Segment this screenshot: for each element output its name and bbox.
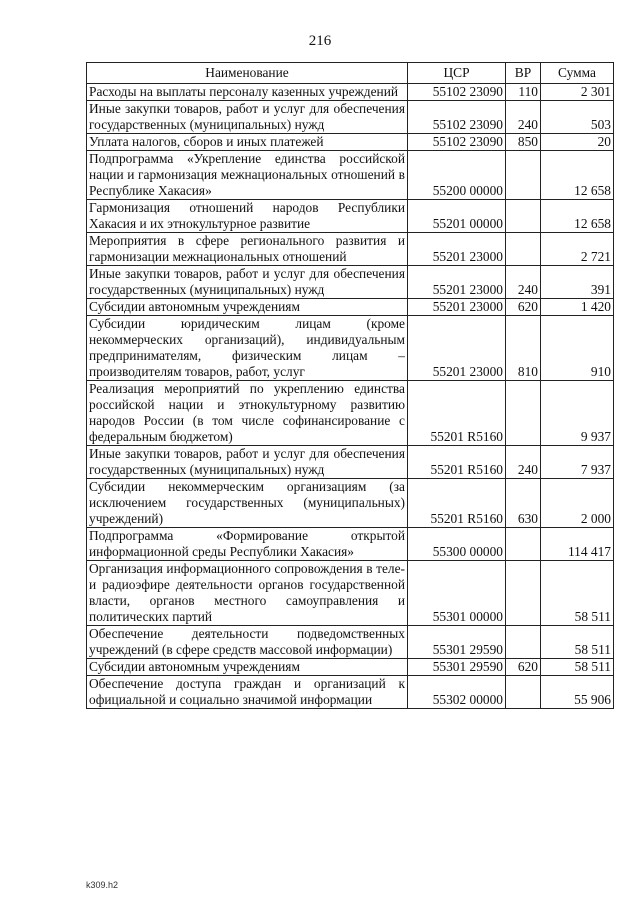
row-sum: 2 301 xyxy=(541,84,614,101)
row-name: Мероприятия в сфере регионального развития и гармонизации межнациональных отношений xyxy=(87,233,408,266)
row-csr: 55201 23000 xyxy=(408,316,506,381)
header-name: Наименование xyxy=(87,63,408,84)
row-vr xyxy=(506,561,541,626)
table-row xyxy=(87,528,614,561)
row-name: Организация информационного сопровождения в теле- и радиоэфире деятельности органов государственной власти, органов местного самоуправления и политических партий xyxy=(87,561,408,626)
row-name: Гармонизация отношений народов Республики Хакасия и их этнокультурное развитие xyxy=(87,200,408,233)
row-csr: 55201 R5160 xyxy=(408,381,506,446)
row-name: Подпрограмма «Укрепление единства российской нации и гармонизация межнациональных отношений в Республике Хакасия» xyxy=(87,151,408,200)
table-row xyxy=(87,381,614,446)
budget-table xyxy=(86,62,614,709)
table-header-row xyxy=(87,63,614,84)
table-body xyxy=(87,84,614,709)
table-row xyxy=(87,134,614,151)
table-row xyxy=(87,299,614,316)
header-csr: ЦСР xyxy=(408,63,506,84)
table-row xyxy=(87,151,614,200)
table-row xyxy=(87,676,614,709)
table-row xyxy=(87,101,614,134)
table-row xyxy=(87,316,614,381)
row-csr: 55200 00000 xyxy=(408,151,506,200)
table-row xyxy=(87,659,614,676)
row-vr xyxy=(506,381,541,446)
row-sum: 1 420 xyxy=(541,299,614,316)
table-row xyxy=(87,266,614,299)
row-name: Иные закупки товаров, работ и услуг для обеспечения государственных (муниципальных) нужд xyxy=(87,266,408,299)
row-csr: 55302 00000 xyxy=(408,676,506,709)
table-row xyxy=(87,84,614,101)
row-name: Уплата налогов, сборов и иных платежей xyxy=(87,134,408,151)
page-number: 216 xyxy=(308,33,332,49)
footer-code: k309.h2 xyxy=(86,880,119,890)
row-vr xyxy=(506,626,541,659)
row-csr: 55201 23000 xyxy=(408,299,506,316)
row-name: Иные закупки товаров, работ и услуг для обеспечения государственных (муниципальных) нужд xyxy=(87,446,408,479)
table-row xyxy=(87,561,614,626)
row-csr: 55102 23090 xyxy=(408,134,506,151)
row-csr: 55201 R5160 xyxy=(408,446,506,479)
table-row xyxy=(87,446,614,479)
row-csr: 55300 00000 xyxy=(408,528,506,561)
header-vr: ВР xyxy=(506,63,541,84)
row-name: Субсидии автономным учреждениям xyxy=(87,299,408,316)
row-vr: 850 xyxy=(506,134,541,151)
row-name: Иные закупки товаров, работ и услуг для обеспечения государственных (муниципальных) нужд xyxy=(87,101,408,134)
row-sum: 58 511 xyxy=(541,626,614,659)
row-name: Субсидии юридическим лицам (кроме некоммерческих организаций), индивидуальным предпринимателям, физическим лицам – производителям товаров, работ, услуг xyxy=(87,316,408,381)
row-csr: 55201 23000 xyxy=(408,266,506,299)
row-name: Подпрограмма «Формирование открытой информационной среды Республики Хакасия» xyxy=(87,528,408,561)
row-vr: 810 xyxy=(506,316,541,381)
row-sum: 910 xyxy=(541,316,614,381)
row-sum: 114 417 xyxy=(541,528,614,561)
row-sum: 12 658 xyxy=(541,200,614,233)
row-vr: 240 xyxy=(506,101,541,134)
row-name: Реализация мероприятий по укреплению единства российской нации и этнокультурному развитию народов России (в том числе софинансирование с федеральным бюджетом) xyxy=(87,381,408,446)
row-vr xyxy=(506,200,541,233)
row-sum: 503 xyxy=(541,101,614,134)
row-csr: 55301 29590 xyxy=(408,626,506,659)
table-row xyxy=(87,233,614,266)
row-sum: 391 xyxy=(541,266,614,299)
row-csr: 55102 23090 xyxy=(408,84,506,101)
row-name: Субсидии автономным учреждениям xyxy=(87,659,408,676)
row-csr: 55301 29590 xyxy=(408,659,506,676)
row-vr: 110 xyxy=(506,84,541,101)
row-csr: 55301 00000 xyxy=(408,561,506,626)
row-vr: 630 xyxy=(506,479,541,528)
row-name: Субсидии некоммерческим организациям (за исключением государственных (муниципальных) учреждений) xyxy=(87,479,408,528)
table-row xyxy=(87,626,614,659)
row-name: Обеспечение деятельности подведомственных учреждений (в сфере средств массовой информации) xyxy=(87,626,408,659)
table-row xyxy=(87,200,614,233)
row-vr: 240 xyxy=(506,446,541,479)
row-csr: 55201 R5160 xyxy=(408,479,506,528)
header-sum: Сумма xyxy=(541,63,614,84)
row-csr: 55201 23000 xyxy=(408,233,506,266)
table-row xyxy=(87,479,614,528)
row-sum: 20 xyxy=(541,134,614,151)
row-csr: 55201 00000 xyxy=(408,200,506,233)
row-sum: 9 937 xyxy=(541,381,614,446)
row-sum: 2 721 xyxy=(541,233,614,266)
row-sum: 2 000 xyxy=(541,479,614,528)
row-sum: 58 511 xyxy=(541,659,614,676)
row-sum: 55 906 xyxy=(541,676,614,709)
row-vr xyxy=(506,151,541,200)
row-vr xyxy=(506,676,541,709)
row-sum: 12 658 xyxy=(541,151,614,200)
row-csr: 55102 23090 xyxy=(408,101,506,134)
row-vr xyxy=(506,233,541,266)
row-vr: 240 xyxy=(506,266,541,299)
row-name: Обеспечение доступа граждан и организаций к официальной и социально значимой информации xyxy=(87,676,408,709)
row-vr xyxy=(506,528,541,561)
row-name: Расходы на выплаты персоналу казенных учреждений xyxy=(87,84,408,101)
row-vr: 620 xyxy=(506,659,541,676)
row-vr: 620 xyxy=(506,299,541,316)
row-sum: 7 937 xyxy=(541,446,614,479)
row-sum: 58 511 xyxy=(541,561,614,626)
